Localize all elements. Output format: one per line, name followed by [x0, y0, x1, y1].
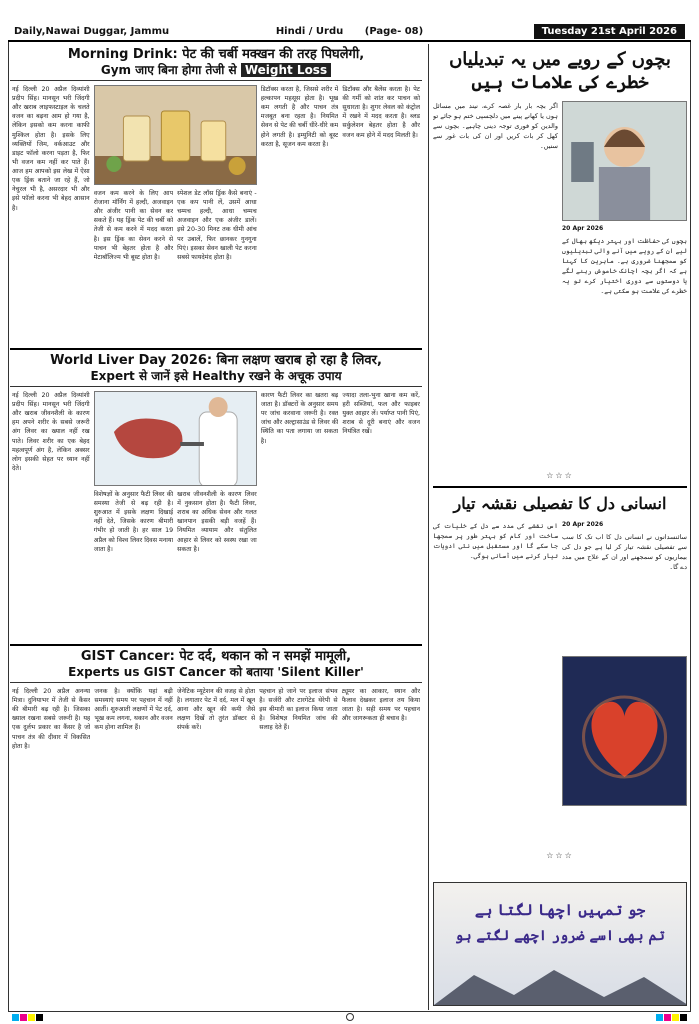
article3-col2: जनक है। क्योंकि यहां बढ़ी समस्याएं समय पर पहचान में नहीं आतीं। शुरुआती लक्षणों में पेट दर्द, भूख कम लगना, थकान और वजन कम होना शामिल हैं।	[94, 687, 173, 732]
urdu2-body-right: سائنسدانوں نے انسانی دل کا اب تک کا سب سے تفصیلی نقشہ تیار کر لیا ہے جو دل کی بیماریوں کو سمجھنے اور ان کے علاج میں مدد دے گا۔	[562, 532, 687, 571]
article1-col5: डिटॉक्स और बैलेंस करता है। पेट की गर्मी को शांत कर पाचन को सुधारता है। शुगर लेवल को कंट्रोल में रखने में मदद करता है। ब्लड सर्कुलेशन बेहतर होता है और वजन कम होने में मदद मिलती है।	[342, 85, 420, 139]
article2-columns	[10, 387, 422, 637]
urdu-section	[428, 44, 690, 1010]
quote-line1: جو تمہیں اچھا لگتا ہے	[474, 901, 646, 919]
article3-columns	[10, 683, 422, 1003]
article1-columns	[10, 81, 422, 341]
article2-headline: World Liver Day 2026: बिना लक्षण खराब हो रहा है लिवर,	[50, 353, 382, 368]
urdu-article-heart	[429, 490, 691, 880]
article1-headline-en: Weight Loss	[241, 63, 331, 77]
urdu1-body-left: اگر بچہ بار بار غصہ کرے، نیند میں مسائل ہوں یا کھانے پینے میں دلچسپی ختم ہو جائے تو والدین کو فوری توجہ دینی چاہیے۔ بچوں سے کھل کر بات کریں اور ان کی بات غور سے سنیں۔	[433, 101, 558, 151]
date-wrap	[461, 26, 691, 37]
article1-mid	[94, 85, 257, 337]
article2-col2: विशेषज्ञों के अनुसार फैटी लिवर की समस्या तेजी से बढ़ रही है। शुरुआत में इसके लक्षण दिखाई नहीं देते, जिसके कारण बीमारी गंभीर हो जाती है। हर साल 19 अप्रैल को विश्व लिवर दिवस मनाया जाता है।	[93, 490, 174, 553]
article1-headline-hindi: Gym जाए बिना होगा तेजी से	[100, 62, 237, 77]
color-swatches-left	[12, 1014, 43, 1021]
masthead	[8, 22, 691, 42]
article-morning-drink	[10, 44, 422, 346]
urdu1-headline: بچوں کے رویے میں یہ تبدیلیاں	[449, 49, 671, 70]
liver-illustration	[95, 392, 256, 486]
drink-photo	[94, 85, 257, 185]
hindi-section	[10, 44, 422, 1010]
urdu1-body-right: بچوں کی حفاظت اور بہتر دیکھ بھال کے لیے ان کے رویے میں آنے والی تبدیلیوں کو سمجھنا ضروری ہے۔ ماہرین کا کہنا ہے کہ اگر بچہ اچانک خاموش رہنے لگے یا دوستوں سے دوری اختیار کرے تو یہ خطرے کی علامت ہو سکتی ہے۔	[562, 236, 687, 296]
child-illustration	[563, 102, 686, 221]
print-marks	[8, 1012, 691, 1022]
paper-name: Daily,Nawai Duggar, Jammu	[14, 25, 170, 37]
quote-box	[433, 882, 687, 1006]
article2-col3: खराब जीवनशैली के कारण लिवर में नुकसान होता है। फैटी लिवर, शराब का अधिक सेवन और गलत खानपान इसकी बड़ी वजहें हैं। नियमित व्यायाम और संतुलित आहार से लिवर को स्वस्थ रखा जा सकता है।	[177, 490, 257, 553]
color-swatches-right	[656, 1014, 687, 1021]
issue-date: Tuesday 21st April 2026	[534, 24, 685, 39]
registration-mark	[346, 1013, 354, 1021]
urdu2-stars: ☆☆☆	[546, 850, 574, 860]
language-text: Hindi / Urdu	[275, 25, 344, 37]
language-label	[238, 26, 462, 37]
urdu1-stars: ☆☆☆	[546, 470, 574, 480]
doctor-liver-photo	[94, 391, 257, 486]
article3-col1: नई दिल्ली 20 अप्रैल अनन्या मित्रा। दुनियाभर में तेजी से कैंसर की बीमारी बढ़ रही है। जिसका ख्याल रखना सबसे जरूरी है। यह एक दुर्लभ प्रकार का कैंसर है जो पाचन तंत्र की दीवार में विकसित होता है।	[12, 687, 91, 750]
urdu-divider	[433, 486, 687, 488]
urdu-article-children	[429, 44, 691, 484]
drink-illustration	[95, 86, 256, 185]
article3-col5: ट्यूमर का आकार, स्थान और फैलाव देखकर इलाज तय किया जाता है। सही समय पर पहचान और जागरूकता ही बचाव है।	[341, 687, 421, 723]
urdu2-body-left: اس نقشے کی مدد سے دل کے خلیات کی ساخت اور کام کو بہتر طور پر سمجھا جا سکے گا اور مستقبل میں نئی ادویات تیار کرنے میں آسانی ہوگی۔	[433, 521, 558, 560]
article2-headline-line2: Expert से जानें इसे Healthy रखने के अचूक उपाय	[10, 369, 422, 387]
article1-headline-line2	[10, 63, 422, 81]
urdu2-headline: انسانی دل کا تفصیلی نقشہ تیار	[453, 494, 667, 513]
article3-col3: जेनेटिक म्यूटेशन की वजह से होता है। लगातार पेट में दर्द, मल में खून आना और खून की कमी जैसे लक्षण दिखें तो तुरंत डॉक्टर से संपर्क करें।	[176, 687, 256, 732]
article2-col5: ज्यादा तला-भुना खाना कम करें, हरी सब्जियां, फल और फाइबर युक्त आहार लें। पर्याप्त पानी पिएं, शराब से दूरी बनाएं और वजन नियंत्रित रखें।	[342, 391, 420, 436]
article3-col4: पहचान हो जाने पर इलाज संभव है। सर्जरी और टारगेटेड थेरेपी से इस बीमारी का इलाज किया जाता है। विशेषज्ञ नियमित जांच की सलाह देते हैं।	[259, 687, 338, 732]
article-gist-cancer	[10, 646, 422, 1010]
page-number: (Page- 08)	[364, 25, 424, 37]
child-photo	[562, 101, 687, 221]
article1-col2: वजन कम करने के लिए आप रोजाना मॉर्निंग में हल्दी, अजवाइन और अंजीर पानी का सेवन कर सकते हैं। यह ड्रिंक पेट की चर्बी को तेजी से कम करने में मदद करता है। इस ड्रिंक का सेवन करने से पाचन भी बेहतर होता है और मेटाबॉलिज्म भी बूस्ट होता है।	[93, 189, 174, 261]
urdu1-headline2: خطرے کی علامات ہیں	[471, 72, 649, 94]
heart-illustration	[563, 657, 686, 806]
article2-mid	[94, 391, 257, 633]
article1-col4: डिटॉक्स करता है, जिससे शरीर में हल्कापन महसूस होता है। भूख कम लगती है और पाचन तंत्र मजबूत बना रहता है। नियमित सेवन से पेट की चर्बी धीरे-धीरे कम होने लगती है। इम्युनिटी को बूस्ट करता है, सूजन कम करता है।	[260, 85, 339, 148]
mountain-illustration	[434, 965, 687, 1005]
article3-headline: GIST Cancer: पेट दर्द, थकान को न समझें मामूली,	[80, 649, 352, 664]
heart-photo	[562, 656, 687, 806]
urdu2-dateline: 20 Apr 2026	[562, 520, 604, 528]
article1-col1: नई दिल्ली 20 अप्रैल दिव्यांशी प्रदीप सिंह। मानसून भरी जिंदगी और खराब लाइफस्टाइल के चलते वजन का बढ़ना आम हो गया है, लेकिन इसको कम करना काफी मुश्किल होता है। इसके लिए व्यक्तियों जिम, वर्कआउट और डाइट फॉलो करना पड़ता है, फिर भी वजन कम नहीं कर पाते हैं। आज हम आपको इस लेख में ऐसा एक ड्रिंक बताने जा रहे हैं, जो नेचुरल भी है, असरदार भी और इसे फॉलो करना भी बेहद आसान है।	[12, 85, 90, 212]
quote-line2: تم بھی اسے ضرور اچھے لگتے ہو	[455, 927, 665, 944]
article1-headline: Morning Drink: पेट की चर्बी मक्खन की तरह पिघलेगी,	[67, 47, 365, 62]
article1-col3: स्पेशल डेट लॉस ड्रिंक कैसे बनाएं - एक कप पानी लें, उसमें आधा चम्मच हल्दी, आधा चम्मच अजवाइन और एक अंजीर डालें। इसे 20-30 मिनट तक धीमी आंच पर उबालें, फिर छानकर गुनगुना पिएं। इसका सेवन खाली पेट करना सबसे फायदेमंद होता है।	[177, 189, 257, 261]
article-world-liver-day	[10, 350, 422, 640]
article2-col1: नई दिल्ली 20 अप्रैल दिव्यांशी प्रदीप सिंह। मानसून भरी जिंदगी और खराब जीवनशैली के कारण हम अपने शरीर के सबसे जरूरी अंग लिवर का ख्याल नहीं रख पाते। लिवर शरीर का एक बेहद महत्वपूर्ण अंग है, लेकिन अक्सर लोग इसकी सेहत पर ध्यान नहीं देते।	[12, 391, 90, 472]
urdu1-dateline: 20 Apr 2026	[562, 224, 604, 232]
article2-col4: कारण फैटी लिवर का खतरा बढ़ जाता है। डॉक्टरों के अनुसार समय पर जांच करवाना जरूरी है। रक्त जांच और अल्ट्रासाउंड से लिवर की स्थिति का पता लगाया जा सकता है।	[260, 391, 339, 445]
article3-headline-line2: Experts us GIST Cancer को बताया 'Silent Killer'	[10, 665, 422, 683]
